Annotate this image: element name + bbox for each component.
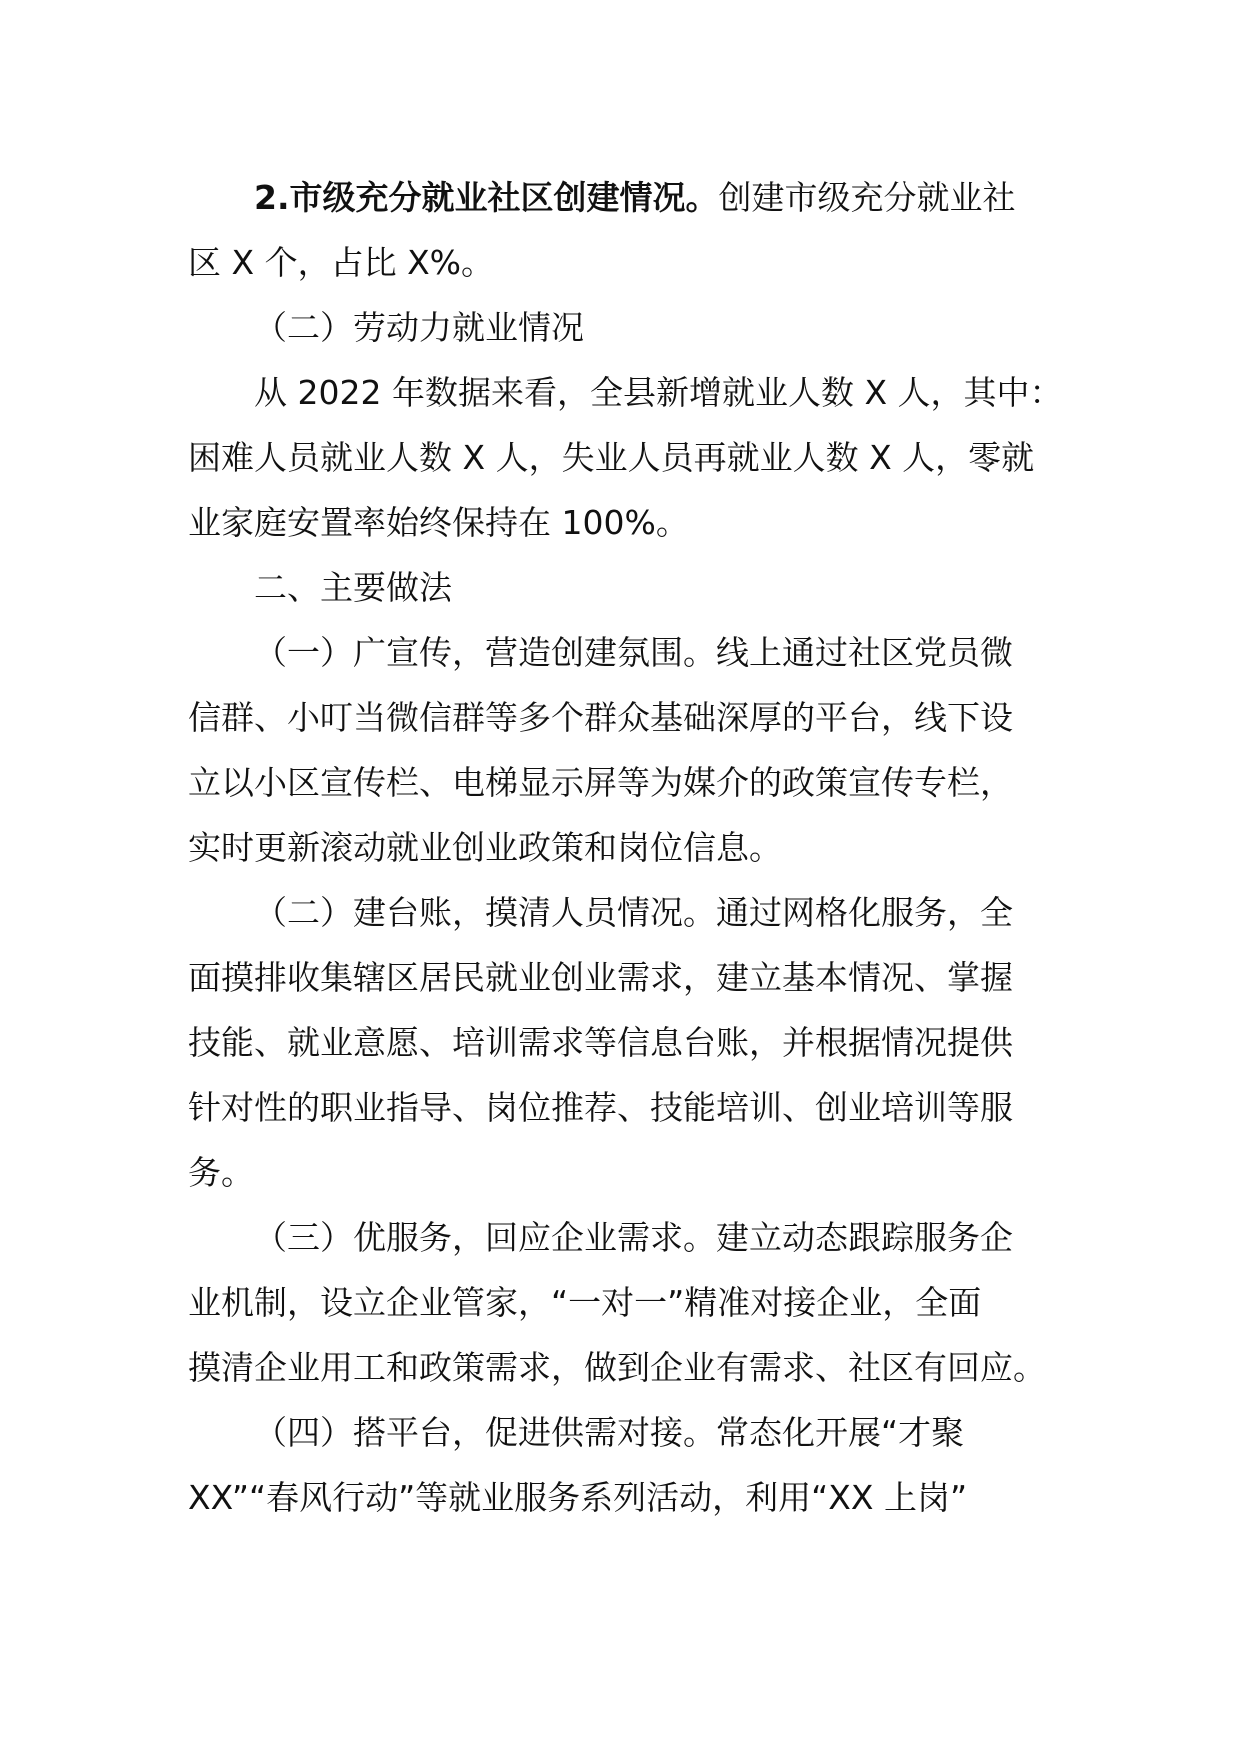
paragraph-line: 技能、就业意愿、培训需求等信息台账，并根据情况提供 <box>188 1023 1013 1062</box>
section-heading-bold: 2.市级充分就业社区创建情况。 <box>254 178 719 217</box>
paragraph-service <box>188 1205 1068 1400</box>
paragraph-publicity <box>188 620 1068 880</box>
paragraph-line: 实时更新滚动就业创业政策和岗位信息。 <box>188 828 782 867</box>
paragraph-line: 信群、小叮当微信群等多个群众基础深厚的平台，线下设 <box>188 698 1013 737</box>
paragraph-line: 二、主要做法 <box>254 568 452 607</box>
paragraph-line: 业家庭安置率始终保持在 100%。 <box>188 503 689 542</box>
paragraph-line: 务。 <box>188 1153 254 1192</box>
paragraph-text: 创建市级充分就业社 <box>718 178 1016 217</box>
paragraph-line: （一）广宣传，营造创建氛围。线上通过社区党员微 <box>254 633 1013 672</box>
paragraph-line: 立以小区宣传栏、电梯显示屏等为媒介的政策宣传专栏， <box>188 763 1013 802</box>
heading-main-practices <box>188 555 1068 620</box>
paragraph-line: 困难人员就业人数 X 人，失业人员再就业人数 X 人，零就 <box>188 438 1035 477</box>
paragraph-line: 针对性的职业指导、岗位推荐、技能培训、创业培训等服 <box>188 1088 1013 1127</box>
paragraph-line: 区 X 个，占比 X%。 <box>188 243 495 282</box>
paragraph-2022-data <box>188 360 1068 555</box>
document-page <box>188 165 1068 1530</box>
paragraph-community-creation <box>188 165 1068 295</box>
paragraph-line: 面摸排收集辖区居民就业创业需求，建立基本情况、掌握 <box>188 958 1013 997</box>
paragraph-line: 摸清企业用工和政策需求，做到企业有需求、社区有回应。 <box>188 1348 1046 1387</box>
paragraph-line: 业机制，设立企业管家，“一对一”精准对接企业，全面 <box>188 1283 982 1322</box>
paragraph-line: 从 2022 年数据来看，全县新增就业人数 X 人，其中： <box>254 373 1063 412</box>
paragraph-line: （四）搭平台，促进供需对接。常态化开展“才聚 <box>254 1413 965 1452</box>
paragraph-line <box>188 165 1068 230</box>
paragraph-line: XX”“春风行动”等就业服务系列活动，利用“XX 上岗” <box>188 1478 968 1517</box>
paragraph-ledger <box>188 880 1068 1205</box>
subheading-labor-employment <box>188 295 1068 360</box>
paragraph-line: （二）建台账，摸清人员情况。通过网格化服务，全 <box>254 893 1013 932</box>
paragraph-line: （三）优服务，回应企业需求。建立动态跟踪服务企 <box>254 1218 1013 1257</box>
paragraph-line: （二）劳动力就业情况 <box>254 308 584 347</box>
paragraph-platform <box>188 1400 1068 1530</box>
